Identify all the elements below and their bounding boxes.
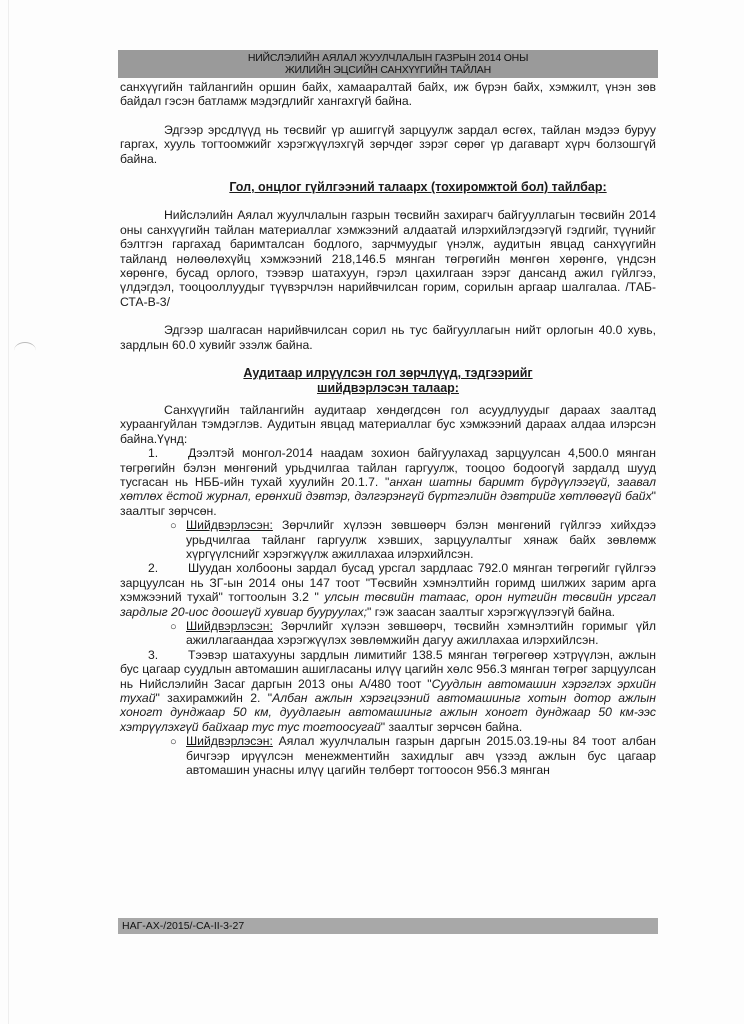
- paragraph-coverage: Эдгээр шалгасан нарийвчилсан сорил нь тус байгууллагын нийт орлогын 40.0 хувь, зардлын 60.0 хувийг эзэлж байна.: [120, 323, 656, 352]
- finding-number: 1.: [148, 446, 159, 461]
- resolution-item-3: ○ Шийдвэрлэсэн: Аялал жуулчлалын газрын даргын 2015.03.19-ны 84 тоот албан бичгээр ирүүлсэн менежментийн захидлыг авч үзээд ажлын бус цагаар автомашин унасны илүү цагийн төлбөрт тогтоосон 956.3 мянган: [170, 734, 656, 778]
- resolution-label: Шийдвэрлэсэн:: [186, 518, 273, 533]
- header-line-2: ЖИЛИЙН ЭЦСИЙН САНХҮҮГИЙН ТАЙЛАН: [284, 64, 491, 76]
- paragraph-audit-scope: Нийслэлийн Аялал жуулчлалын газрын төсвийн захирагч байгууллагын төсвийн 2014 оны санхүүгийн тайлан материаллаг хэмжээний алдаатай илэрхийлэгдээгүй гэдгийг, түүнийг бэлтгэн гаргахад баримталсан бодлого, зарчмуудыг үнэлж, аудитын явцад санхүүгийн тайланд нөлөөлөхүйц хэмжээний 218,146.5 мянган төгрөгийн мөнгөн хөрөнгө, үндсэн хөрөнгө, бусад орлого, тээвэр шатахуун, гэрэл цахилгаан зэрэг дансанд ажил гүйлгээ, үлдэгдэл, тооцооллуудыг түүвэрчлэн нарийвчилсан горим, сорилын аргаар шалгалаа. /ТАБ-СТА-В-3/: [120, 208, 656, 309]
- section-heading-key-transactions: Гол, онцлог гүйлгээний талаарх (тохиромжтой бол) тайлбар:: [229, 180, 607, 195]
- finding-number: 2.: [148, 561, 159, 576]
- document-footer-code: НАГ-АХ-/2015/-СА-II-3-27: [118, 918, 658, 934]
- header-line-1: НИЙСЛЭЛИЙН АЯЛАЛ ЖУУЛЧЛАЛЫН ГАЗРЫН 2014 ОНЫ: [247, 52, 529, 64]
- resolution-item-2: ○ Шийдвэрлэсэн: Зөрчлийг хүлээн зөвшөөрч, төсвийн хэмнэлтийн горимыг үйл ажиллагаандаа хэрэгжүүлэх зөвлөмжийн дагуу ажиллахаа илэрхийлсэн.: [170, 619, 656, 648]
- section-heading-findings-2: шийдвэрлэсэн талаар:: [317, 380, 459, 395]
- punch-hole-mark: [14, 342, 36, 359]
- finding-item-1: 1. Дээлтэй монгол-2014 наадам зохион байгуулахад зарцуулсан 4,500.0 мянган төгрөгийн бэлэн мөнгөний урьдчилгаа тайлан гаргуулж, тооцоо бодоогүй зардалд шууд тусгасан нь НББ-ийн тухай хуулийн 20.1.7. "анхан шатны баримт бүрдүүлээгүй, заавал хөтлөх ёстой журнал, ерөнхий дэвтэр, дэлгэрэнгүй бүртгэлийн дэвтрийг хөтлөөгүй байх" заалтыг зөрчсөн.: [120, 446, 656, 518]
- paragraph-findings-intro: Санхүүгийн тайлангийн аудитаар хөндөгдсөн гол асуудлуудыг дараах заалтад хураангуйлан тэмдэглэв. Аудитын явцад материаллаг бус хэмжээний дараах алдаа илэрсэн байна.Үүнд:: [120, 402, 656, 446]
- document-body: [120, 80, 656, 777]
- bullet-circle-icon: ○: [170, 621, 177, 633]
- scan-edge: [8, 0, 9, 1024]
- finding-number: 3.: [148, 647, 159, 662]
- resolution-label: Шийдвэрлэсэн:: [186, 734, 273, 749]
- paragraph-risks: Эдгээр эрсдлүүд нь төсвийг үр ашиггүй зарцуулж зардал өсгөх, тайлан мэдээ буруу гаргах, хууль тогтоомжийг хэрэгжүүлэхгүй зөрчдөг зэрэг сөрөг үр дагаварт хүрч болзошгүй байна.: [120, 122, 656, 166]
- bullet-circle-icon: ○: [170, 736, 177, 749]
- bullet-circle-icon: ○: [170, 520, 177, 533]
- document-header: [118, 50, 658, 78]
- section-heading-findings-1: Аудитаар илрүүлсэн гол зөрчлүүд, тэдгээрийг: [243, 366, 533, 381]
- resolution-label: Шийдвэрлэсэн:: [186, 619, 273, 633]
- paragraph-continuation: санхүүгийн тайлангийн оршин байх, хамааралтай байх, иж бүрэн байх, хэмжилт, үнэн зөв байдал гэсэн батламж мэдэгдлийг хангахгүй байна.: [120, 80, 656, 109]
- finding-item-2: 2. Шуудан холбооны зардал бусад урсгал зардлаас 792.0 мянган төгрөгийг гүйлгээ зарцуулсан нь ЗГ-ын 2014 оны 147 тоот "Төсвийн хэмнэлтийн горимд шилжих зарим арга хэмжээний тухай" тогтоолын 3.2 " улсын төсвийн татаас, орон нутгийн төсвийн урсгал зардлыг 20-иос доошгүй хувиар бууруулах;" гэж заасан заалтыг хэрэгжүүлээгүй байна.: [120, 561, 657, 619]
- resolution-item-1: ○ Шийдвэрлэсэн: Зөрчлийг хүлээн зөвшөөрч бэлэн мөнгөний гүйлгээ хийхдээ урьдчилгаа тайланг гаргуулж хэвших, зарцуулалтыг хянаж байх зөвлөмж хүргүүлснийг хэрэгжүүлж ажиллахаа илэрхийлсэн.: [170, 518, 656, 561]
- finding-item-3: 3. Тээвэр шатахууны зардлын лимитийг 138.5 мянган төгрөгөөр хэтрүүлэн, ажлын бус цагаар суудлын автомашин ашигласаны илүү цагийн хөлс 956.3 мянган төгрөг зарцуулсан нь Нийслэлийн Засаг даргын 2013 оны А/480 тоот "Суудлын автомашин хэрэглэх эрхийн тухай" захирамжийн 2. "Албан ажлын хэрэгцээний автомашиныг хотын дотор ажлын хоногт дунджаар 50 км, дуудлагын автомашиныг ажлын хоногт дунджаар 50 км-ээс хэтрүүлэхгүй байхаар тус тус тогтоосугай" заалтыг зөрчсөн байна.: [120, 647, 656, 734]
